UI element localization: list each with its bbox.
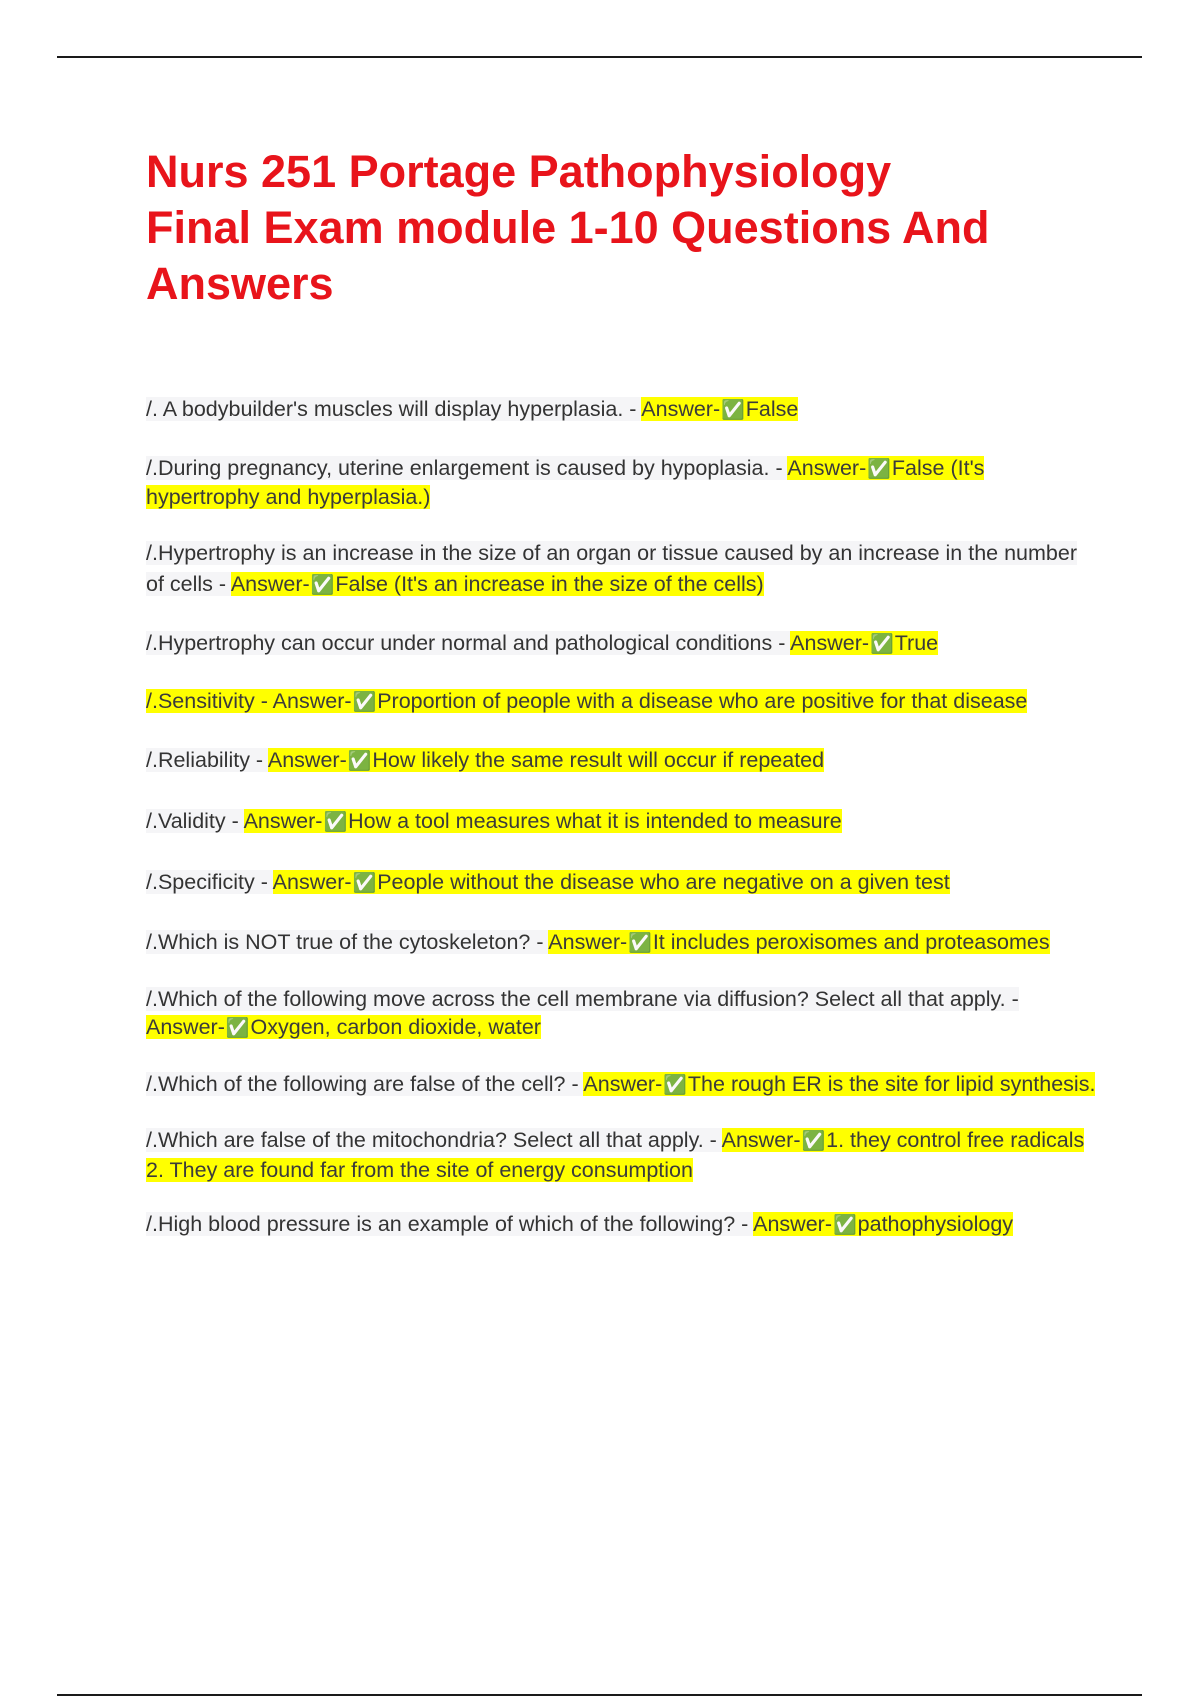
answer-prefix: Answer-	[146, 1015, 225, 1039]
question-text: /.Which are false of the mitochondria? Select all that apply. -	[146, 1128, 722, 1152]
check-icon: ✅	[352, 871, 377, 894]
qa-item-3	[146, 538, 1096, 601]
qa-item-11	[146, 1070, 1096, 1100]
check-icon: ✅	[801, 1130, 826, 1152]
answer-value: False (It's hypertrophy and hyperplasia.)	[146, 455, 985, 509]
check-icon: ✅	[310, 573, 335, 596]
qa-item-6	[146, 746, 1096, 776]
question-text: /.Hypertrophy is an increase in the size of an organ or tissue caused by an increase in the number of cells -	[146, 540, 1077, 596]
answer-line	[146, 689, 1027, 713]
answer-value: How a tool measures what it is intended to measure	[348, 809, 842, 833]
answer-text	[548, 930, 1049, 954]
check-icon: ✅	[870, 632, 894, 655]
qa-item-12	[146, 1126, 1096, 1184]
question-text: /.Which of the following are false of the cell? -	[146, 1071, 584, 1096]
top-rule	[57, 56, 1142, 58]
answer-prefix: Answer-	[267, 747, 347, 772]
check-icon: ✅	[663, 1073, 687, 1096]
qa-item-10	[146, 985, 1096, 1043]
check-icon: ✅	[352, 691, 377, 713]
check-icon: ✅	[347, 749, 372, 772]
check-icon: ✅	[867, 457, 891, 480]
question-text: /.Hypertrophy can occur under normal and pathological conditions -	[146, 630, 791, 655]
check-icon: ✅	[323, 811, 348, 833]
qa-list	[146, 395, 1096, 1241]
question-text: /.Sensitivity -	[146, 689, 273, 713]
answer-text	[268, 748, 824, 772]
qa-item-9	[146, 928, 1096, 958]
answer-text-line-2: 2. They are found far from the site of energy consumption	[146, 1157, 693, 1182]
answer-prefix: Answer-	[787, 455, 867, 480]
qa-item-13	[146, 1209, 1096, 1241]
answer-value: People without the disease who are negative on a given test	[377, 869, 950, 894]
answer-prefix: Answer-	[230, 571, 310, 596]
answer-prefix: Answer-	[753, 1212, 832, 1236]
answer-value: pathophysiology	[857, 1212, 1014, 1236]
answer-prefix: Answer-	[721, 1128, 801, 1152]
question-text: /.Specificity -	[146, 869, 273, 894]
check-icon: ✅	[721, 399, 745, 421]
answer-prefix: Answer-	[641, 397, 721, 421]
check-icon: ✅	[225, 1017, 250, 1039]
answer-prefix: Answer-	[272, 689, 352, 713]
answer-value: It includes peroxisomes and proteasomes	[652, 930, 1050, 954]
answer-prefix: Answer-	[583, 1071, 663, 1096]
answer-text	[146, 1015, 541, 1039]
question-text: /.Which of the following move across the cell membrane via diffusion? Select all that apply. -	[146, 986, 1019, 1011]
answer-text	[583, 1072, 1095, 1096]
qa-item-2	[146, 454, 1096, 512]
answer-value: Proportion of people with a disease who are positive for that disease	[377, 689, 1028, 713]
answer-text	[231, 572, 764, 596]
check-icon: ✅	[832, 1214, 857, 1236]
answer-text	[722, 1128, 1085, 1152]
qa-item-8	[146, 868, 1096, 898]
answer-prefix: Answer-	[548, 930, 628, 954]
answer-value: False	[745, 397, 799, 421]
question-text: /.Reliability -	[146, 747, 268, 772]
answer-text	[641, 397, 798, 421]
qa-item-5	[146, 687, 1096, 717]
answer-text	[790, 631, 938, 655]
question-text: /.High blood pressure is an example of which of the following? -	[146, 1212, 754, 1236]
answer-text	[273, 870, 950, 894]
bottom-rule	[57, 1694, 1142, 1696]
answer-text	[753, 1212, 1013, 1236]
check-icon: ✅	[628, 932, 652, 954]
question-text: /.Validity -	[146, 809, 244, 833]
answer-value: The rough ER is the site for lipid synthesis.	[687, 1071, 1096, 1096]
qa-item-1	[146, 395, 1096, 425]
question-text: /.Which is NOT true of the cytoskeleton? -	[146, 930, 549, 954]
answer-value: True	[894, 630, 939, 655]
answer-prefix: Answer-	[243, 809, 323, 833]
answer-value: How likely the same result will occur if repeated	[372, 747, 825, 772]
qa-item-4	[146, 629, 1096, 659]
answer-value: Oxygen, carbon dioxide, water	[250, 1015, 541, 1039]
qa-item-7	[146, 807, 1096, 837]
answer-prefix: Answer-	[790, 630, 870, 655]
answer-value: False (It's an increase in the size of the cells)	[335, 571, 764, 596]
question-text: /.During pregnancy, uterine enlargement is caused by hypoplasia. -	[146, 455, 788, 480]
question-text: /. A bodybuilder's muscles will display hyperplasia. -	[146, 397, 642, 421]
document-title: Nurs 251 Portage Pathophysiology Final Exam module 1-10 Questions And Answers	[146, 146, 990, 309]
answer-text	[244, 809, 842, 833]
answer-value: 1. they control free radicals	[826, 1128, 1085, 1152]
answer-prefix: Answer-	[272, 869, 352, 894]
